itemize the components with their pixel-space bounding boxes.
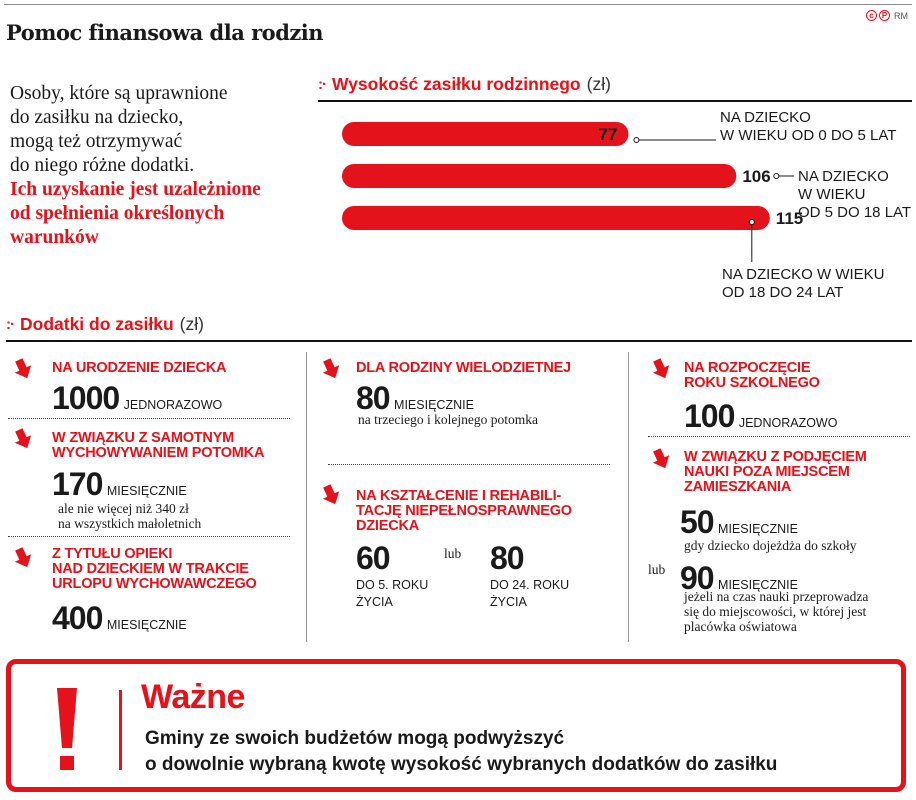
bar-label-line: NA DZIECKO: [798, 168, 889, 185]
item-heading: [52, 547, 257, 592]
copyright-icon: c: [866, 10, 877, 21]
item-value-row: [680, 506, 798, 538]
item-unit: MIESIĘCZNIE: [106, 484, 187, 498]
bar-1: [342, 164, 736, 188]
item-heading-line: W ZWIĄZKU Z PODJĘCIEM: [684, 449, 867, 465]
item-heading-line: TACJĘ NIEPEŁNOSPRAWNEGO: [356, 503, 572, 519]
dotted-separator: [8, 418, 290, 419]
arrow-down-icon: [650, 358, 672, 380]
item-value: 170: [52, 466, 103, 502]
item-heading-line: WYCHOWYWANIEM POTOMKA: [52, 445, 265, 461]
bar-0: [342, 122, 628, 146]
item-heading-line: W ZWIĄZKU Z SAMOTNYM: [52, 430, 235, 446]
item-note-line: na wszystkich małoletnich: [58, 516, 202, 531]
column-divider: [306, 352, 307, 642]
intro-line: mogą też otrzymywać: [10, 131, 183, 152]
item-heading-line: DZIECKA: [356, 518, 420, 534]
item-value-row: [52, 468, 187, 500]
important-text-line: Gminy ze swoich budżetów mogą podwyższyć: [145, 728, 565, 749]
item-heading: [684, 450, 867, 495]
option-block: [356, 542, 428, 611]
bar-label-line: NA DZIECKO: [720, 109, 811, 126]
arrow-down-icon: [650, 448, 672, 470]
intro-line: do niego różne dodatki.: [10, 155, 195, 176]
item-heading: [52, 431, 264, 461]
dots-icon: :·: [318, 76, 326, 93]
item-note-line: gdy dziecko dojeżdża do szkoły: [684, 538, 857, 553]
chart-unit: (zł): [586, 74, 611, 94]
item-heading: [684, 361, 820, 391]
item-heading-line: NAUKI POZA MIEJSCEM: [684, 464, 850, 480]
dotted-separator: [8, 536, 290, 537]
intro-text: [10, 82, 310, 250]
item-heading: [356, 361, 571, 376]
item-note-line: placówka oświatowa: [684, 619, 797, 634]
item-note: [684, 589, 868, 634]
option-desc: [490, 577, 569, 611]
option-desc-line: ŻYCIA: [490, 595, 527, 609]
arrow-down-icon: [12, 428, 34, 450]
intro-highlight-line: Ich uzyskanie jest uzależnione: [10, 179, 261, 200]
item-unit: JEDNORAZOWO: [738, 416, 838, 430]
dotted-separator: [328, 464, 610, 465]
item-value: 80: [356, 380, 390, 416]
intro-highlight-line: od spełnienia określonych: [10, 203, 225, 224]
item-note-line: ale nie więcej niż 340 zł: [58, 501, 189, 516]
bar-label-line: OD 5 DO 18 LAT: [798, 204, 912, 221]
option-value: 80: [490, 540, 524, 576]
item-unit: MIESIĘCZNIE: [106, 618, 187, 632]
option-desc-line: ŻYCIA: [356, 595, 393, 609]
item-value-row: [52, 382, 222, 414]
item-heading-line: ZAMIESZKANIA: [684, 479, 792, 495]
leader-dot-2: [749, 220, 754, 225]
column-divider: [628, 352, 629, 642]
arrow-down-icon: [12, 358, 34, 380]
top-rule: [4, 4, 912, 5]
credit-initials: RM: [894, 10, 908, 21]
leader-dot-1: [774, 174, 779, 179]
item-heading-line: NA ROZPOCZĘCIE: [684, 360, 811, 376]
item-unit: MIESIĘCZNIE: [718, 522, 798, 536]
dotted-separator: [648, 436, 910, 437]
important-box: [6, 659, 906, 792]
chart-rule: [318, 100, 912, 102]
item-heading-line: URLOPU WYCHOWAWCZEGO: [52, 576, 257, 592]
item-heading-line: NA URODZENIE DZIECKA: [52, 360, 227, 376]
item-value: 90: [680, 560, 714, 596]
dodatki-title: Dodatki do zasiłku: [20, 314, 174, 334]
item-heading-line: ROKU SZKOLNEGO: [684, 375, 820, 391]
bar-value-label-0: 77: [598, 125, 618, 144]
arrow-down-icon: [12, 547, 34, 569]
credit-mark: [866, 10, 908, 21]
item-heading-line: Z TYTUŁU OPIEKI: [52, 546, 173, 562]
item-heading: [52, 361, 226, 376]
bar-label-line: NA DZIECKO W WIEKU: [722, 266, 885, 283]
chart-title: Wysokość zasiłku rodzinnego: [332, 74, 581, 94]
item-heading-line: NAD DZIECKIEM W TRAKCIE: [52, 561, 249, 577]
item-value: 50: [680, 504, 714, 540]
p-icon: P: [879, 10, 890, 21]
item-note-line: jeżeli na czas nauki przeprowadza: [684, 589, 869, 604]
bar-label-1: [798, 168, 911, 222]
item-heading-line: DLA RODZINY WIELODZIETNEJ: [356, 360, 571, 376]
arrow-down-icon: [320, 358, 342, 380]
or-label: lub: [444, 546, 462, 561]
intro-line: do zasiłku na dziecko,: [10, 107, 184, 128]
bar-2: [342, 206, 770, 230]
option-desc-line: DO 24. ROKU: [490, 578, 570, 592]
dodatki-heading: [6, 314, 204, 335]
intro-line: Osoby, które są uprawnione: [10, 83, 228, 104]
bar-label-line: W WIEKU: [798, 186, 866, 203]
important-text: [145, 726, 777, 778]
important-text-line: o dowolnie wybraną kwotę wysokość wybranych dodatków do zasiłku: [145, 754, 778, 775]
option-value: 60: [356, 540, 390, 576]
bar-label-2: [722, 266, 885, 302]
item-heading: [356, 489, 572, 534]
item-unit: MIESIĘCZNIE: [394, 398, 474, 412]
item-value-row: [52, 602, 187, 634]
page-title: Pomoc finansowa dla rodzin: [6, 20, 324, 45]
chart-heading: [318, 74, 611, 95]
item-note: [684, 538, 856, 553]
option-block: [490, 542, 569, 611]
option-desc: [356, 577, 428, 611]
bar-value-label-2: 115: [775, 209, 804, 228]
bar-label-line: W WIEKU OD 0 DO 5 LAT: [720, 127, 897, 144]
arrow-down-icon: [320, 484, 342, 506]
item-note-line: na trzeciego i kolejnego potomka: [358, 412, 538, 427]
dodatki-rule: [6, 340, 912, 342]
important-title: Ważne: [141, 678, 245, 716]
bar-label-line: OD 18 DO 24 LAT: [722, 284, 844, 301]
item-unit: JEDNORAZOWO: [123, 398, 223, 412]
bar-value-label-1: 106: [742, 167, 771, 186]
item-value: 100: [684, 398, 735, 434]
exclamation-icon: [53, 686, 81, 774]
item-value-row: [356, 382, 474, 414]
bar-label-0: [720, 109, 896, 145]
item-note: [58, 501, 201, 531]
intro-highlight-line: warunków: [10, 227, 99, 248]
item-heading-line: NA KSZTAŁCENIE I REHABILI-: [356, 488, 562, 504]
dots-icon: :·: [6, 316, 14, 333]
item-value-row: [684, 400, 837, 432]
or-label: lub: [648, 562, 666, 577]
leader-dot-0: [634, 138, 639, 143]
dodatki-unit: (zł): [179, 314, 204, 334]
option-desc-line: DO 5. ROKU: [356, 578, 429, 592]
item-value: 1000: [52, 380, 120, 416]
item-note-line: się do miejscowości, w której jest: [684, 604, 867, 619]
item-note: [358, 412, 538, 427]
item-unit: MIESIĘCZNIE: [718, 578, 798, 592]
box-divider: [119, 690, 122, 770]
item-value: 400: [52, 600, 103, 636]
